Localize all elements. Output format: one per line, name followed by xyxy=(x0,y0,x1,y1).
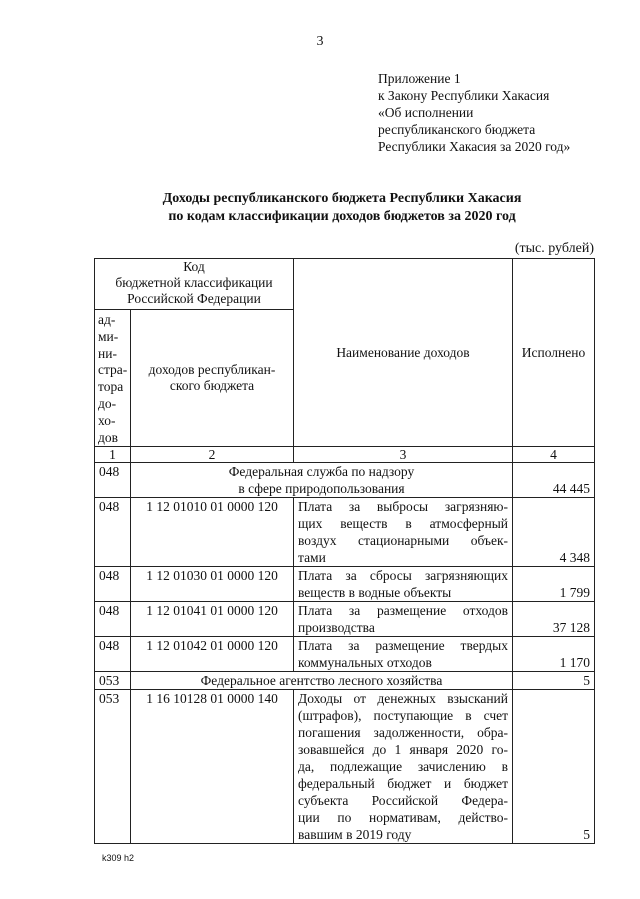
header-name: Наименование доходов xyxy=(294,259,513,447)
item-name-line: (штрафов), поступающие в счет xyxy=(298,708,508,724)
column-number: 2 xyxy=(131,447,294,463)
item-revenue-code: 1 12 01030 01 0000 120 xyxy=(131,567,294,602)
appendix-note xyxy=(378,70,570,155)
column-number: 1 xyxy=(95,447,131,463)
item-name-line: Плата за размещение твердых xyxy=(298,638,508,654)
item-name-line: тами xyxy=(298,550,326,566)
header-code-group-line: Код xyxy=(183,259,205,274)
header-admin-line: до- xyxy=(98,395,117,411)
header-code-group-line: Российской Федерации xyxy=(127,291,261,306)
page-number: 3 xyxy=(316,34,324,49)
units-label: (тыс. рублей) xyxy=(514,241,594,256)
item-amount: 1 170 xyxy=(513,637,595,672)
item-name xyxy=(294,498,513,567)
item-admin-code: 048 xyxy=(95,602,131,637)
item-name xyxy=(294,602,513,637)
item-name-line: вавшим в 2019 году xyxy=(298,827,412,843)
item-amount: 4 348 xyxy=(513,498,595,567)
column-number: 4 xyxy=(513,447,595,463)
appendix-line: «Об исполнении xyxy=(378,105,474,120)
header-admin-line: дов xyxy=(98,429,118,445)
header-admin-line: тора xyxy=(98,379,124,395)
group-name xyxy=(131,463,513,498)
item-name xyxy=(294,567,513,602)
group-admin-code: 048 xyxy=(95,463,131,498)
item-name-line: погашения задолженности, обра- xyxy=(298,725,508,741)
group-total: 5 xyxy=(513,672,595,690)
item-name-line: Плата за сбросы загрязняющих xyxy=(298,568,508,584)
header-admin-line: ни- xyxy=(98,345,117,361)
header-code xyxy=(131,310,294,447)
table-row xyxy=(95,690,595,844)
item-name-line: веществ в водные объекты xyxy=(298,585,452,601)
item-admin-code: 048 xyxy=(95,637,131,672)
item-revenue-code: 1 12 01041 01 0000 120 xyxy=(131,602,294,637)
item-name-line: федеральный бюджет и бюджет xyxy=(298,776,508,792)
appendix-line: Республики Хакасия за 2020 год» xyxy=(378,139,571,154)
group-name-line: Федеральная служба по надзору xyxy=(228,464,415,480)
column-number: 3 xyxy=(294,447,513,463)
header-code-line: доходов республикан- xyxy=(148,362,276,378)
item-name-line: субъекта Российской Федера- xyxy=(298,793,508,809)
title-line-1: Доходы республиканского бюджета Республики Хакасия xyxy=(162,191,522,206)
header-executed: Исполнено xyxy=(513,259,595,447)
item-revenue-code: 1 16 10128 01 0000 140 xyxy=(131,690,294,844)
header-row-1 xyxy=(95,259,595,310)
header-code-group-line: бюджетной классификации xyxy=(115,275,273,290)
item-amount: 1 799 xyxy=(513,567,595,602)
header-admin-line: стра- xyxy=(98,362,128,378)
item-name-line: Доходы от денежных взысканий xyxy=(298,691,508,707)
column-number-row xyxy=(95,447,595,463)
revenue-table xyxy=(94,258,595,844)
appendix-line: республиканского бюджета xyxy=(378,122,536,137)
group-total: 44 445 xyxy=(513,463,595,498)
header-admin xyxy=(95,310,131,447)
table-row xyxy=(95,602,595,637)
title-line-2: по кодам классификации доходов бюджетов за 2020 год xyxy=(168,209,516,224)
group-name xyxy=(131,672,513,690)
group-row xyxy=(95,672,595,690)
header-admin-line: ад- xyxy=(98,312,116,327)
appendix-line: к Закону Республики Хакасия xyxy=(378,88,550,103)
header-code-line: ского бюджета xyxy=(169,378,255,394)
group-name-line: в сфере природопользования xyxy=(238,481,405,497)
item-name-line: зовавшейся до 1 января 2020 го- xyxy=(298,742,508,758)
item-name-line: производства xyxy=(298,620,375,636)
item-name-line: ции по нормативам, действо- xyxy=(298,810,508,826)
group-name-line: Федеральное агентство лесного хозяйства xyxy=(200,673,443,689)
item-amount: 37 128 xyxy=(513,602,595,637)
item-name-line: щих веществ в атмосферный xyxy=(298,516,508,532)
header-code-group xyxy=(95,259,294,310)
item-admin-code: 048 xyxy=(95,498,131,567)
table-row xyxy=(95,567,595,602)
group-admin-code: 053 xyxy=(95,672,131,690)
table-row xyxy=(95,498,595,567)
item-amount: 5 xyxy=(513,690,595,844)
header-admin-line: ми- xyxy=(98,328,119,344)
group-row xyxy=(95,463,595,498)
item-revenue-code: 1 12 01010 01 0000 120 xyxy=(131,498,294,567)
item-name xyxy=(294,637,513,672)
table-row xyxy=(95,637,595,672)
item-name-line: да, подлежащие зачислению в xyxy=(298,759,508,775)
document-title xyxy=(0,190,640,226)
item-admin-code: 048 xyxy=(95,567,131,602)
appendix-line: Приложение 1 xyxy=(378,71,461,86)
item-admin-code: 053 xyxy=(95,690,131,844)
header-admin-line: хо- xyxy=(98,412,116,428)
item-name-line: Плата за выбросы загрязняю- xyxy=(298,499,508,515)
item-name-line: Плата за размещение отходов xyxy=(298,603,508,619)
footer-code: k309 h2 xyxy=(102,853,135,863)
item-revenue-code: 1 12 01042 01 0000 120 xyxy=(131,637,294,672)
item-name-line: воздух стационарными объек- xyxy=(298,533,508,549)
item-name-line: коммунальных отходов xyxy=(298,655,432,671)
item-name xyxy=(294,690,513,844)
